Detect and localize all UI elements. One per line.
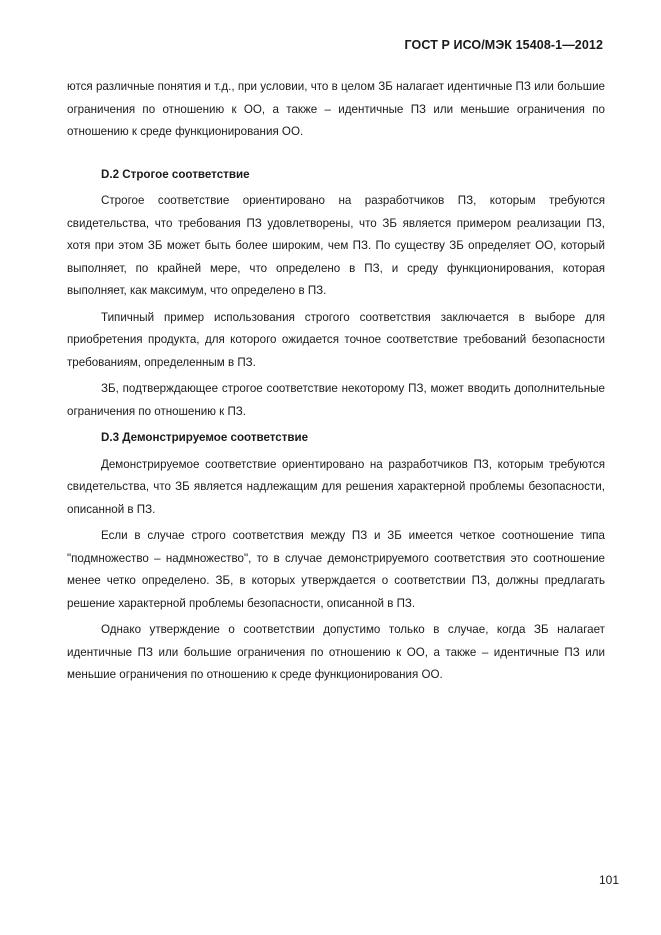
paragraph-demonstrable-claim: Однако утверждение о соответствии допустимо только в случае, когда ЗБ налагает идентичные ПЗ или большие ограничения по отношению к ОО, а также – идентичные ПЗ или меньшие ограничения по отношению к среде функционирования ОО. (67, 623, 605, 681)
paragraph-strict-additional: ЗБ, подтверждающее строгое соответствие некоторому ПЗ, может вводить дополнительные ограничения по отношению к ПЗ. (67, 382, 605, 418)
page-content (67, 76, 605, 687)
section-heading-d2: D.2 Строгое соответствие (101, 167, 250, 181)
paragraph-strict-conformance: Строгое соответствие ориентировано на разработчиков ПЗ, которым требуются свидетельства, что требования ПЗ удовлетворены, что ЗБ является примером реализации ПЗ, хотя при этом ЗБ может быть более широким, чем ПЗ. По существу ЗБ определяет ОО, который выполняет, по крайней мере, что определено в ПЗ, и среду функционирования, которая выполняет, как максимум, что определено в ПЗ. (67, 194, 605, 297)
section-heading-d3: D.3 Демонстрируемое соответствие (101, 431, 309, 444)
paragraph-demonstrable-conformance: Демонстрируемое соответствие ориентировано на разработчиков ПЗ, которым требуются свидетельства, что ЗБ является надлежащим для решения характерной проблемы безопасности, описанной в ПЗ. (67, 457, 605, 516)
paragraph-strict-example: Типичный пример использования строгого соответствия заключается в выборе для приобретения продукта, для которого ожидается точное соответствие требований безопасности требованиям, определенным в ПЗ. (67, 310, 605, 369)
paragraph-demonstrable-relation: Если в случае строго соответствия между ПЗ и ЗБ имеется четкое соотношение типа "подмножество – надмножество", то в случае демонстрируемого соответствия это соотношение менее четко определено. ЗБ, в которых утверждается о соответствии ПЗ, должны предлагать решение характерной проблемы безопасности, описанной в ПЗ. (67, 529, 605, 610)
paragraph-continuation: ются различные понятия и т.д., при условии, что в целом ЗБ налагает идентичные ПЗ или большие ограничения по отношению к ОО, а также – идентичные ПЗ или меньшие ограничения по отношению к среде функционирования ОО. (67, 80, 605, 138)
document-header: ГОСТ Р ИСО/МЭК 15408-1—2012 (404, 38, 603, 52)
page-number: 101 (598, 873, 619, 887)
